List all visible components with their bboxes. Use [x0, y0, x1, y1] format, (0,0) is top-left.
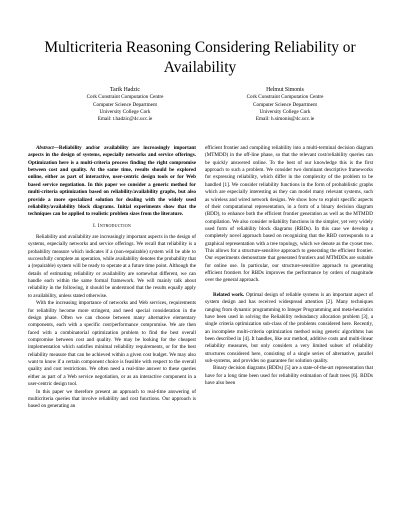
- abstract-label: Abstract: [36, 145, 54, 151]
- author-affiliation: Cork Constraint Computation Centre: [86, 94, 164, 101]
- section-heading-introduction: I. Introduction: [93, 222, 131, 229]
- author-university: University College Cork: [259, 108, 311, 115]
- author-name: Tarik Hadzic: [109, 87, 140, 93]
- author-department: Computer Science Department: [253, 101, 317, 108]
- title-line-2: Availability: [163, 59, 237, 76]
- title-line-1: Multicriteria Reasoning Considering Reliability or: [44, 39, 356, 56]
- left-column: [28, 145, 196, 411]
- related-work-label: Related work.: [213, 291, 245, 298]
- intro-paragraph-1: Reliability and availability are increasingly important aspects in the design of systems, especially networks and service offerings. We recall that reliability is a probability measure which indicates if a (non-repairable) system will be able to successfully complete an operation, while availability denotes the probability that a (repairable) system will be ready to operate at a future time point. Although the details of estimating reliability or availability are somewhat different, we can handle each within the same formal framework. We will mainly talk about reliability in the following, it should be understood that the results equally apply to availability, unless stated otherwise.: [28, 233, 196, 299]
- author-block-2: [200, 87, 370, 123]
- paper-title: [20, 38, 380, 78]
- author-email: Email: t.hadzic@4c.ucc.ie: [97, 116, 153, 123]
- right-column: [205, 145, 373, 388]
- right-paragraph-3: Binary decision diagrams (BDDs) [5] are a state-of-the-art representation that have for a long time been used for reliability estimation of fault trees [6]. BDDs have also been: [205, 365, 373, 387]
- author-block-1: [40, 87, 210, 123]
- right-paragraph-1: efficient frontier and compiling reliability into a multi-terminal decision diagram (MTMDD) in the off-line phase, so that the relevant cost/reliability queries can be quickly answered online. To the best of our knowledge this is the first approach to such a problem. We consider two dominant descriptive frameworks for expressing reliability, which differ in the complexity of the problem to be handled [1]. We consider reliability functions in the form of probabilistic graphs which are especially interesting as they can model many relevant systems, such as wireless and wired network designs. We show how to exploit specific aspects of their computational representation, in a form of a binary decision diagram (BDD), to enhance both the efficient frontier generation as well as the MTMDD compilation. We also consider reliability functions in the simpler, yet very widely used form of reliability block diagrams (RBDs). In this case we develop a completely novel approach based on recognizing that the RBD corresponds to a graphical representation with a tree topology, which we denote as the cyoset tree. This allows for a structure-sensitive approach to generating the efficient frontier. Our experiments demonstrate that generated frontiers and MTMDDs are suitable for online use. In particular, our structure-sensitive approach to generating efficient frontiers for RBDs improves the performance by orders of magnitude over the general approach.: [205, 145, 373, 284]
- intro-paragraph-3: In this paper we therefore present an approach to real-time answering of multicriteria queries that involve reliability and cost functions. Our approach is based on generating an: [28, 388, 196, 410]
- abstract-text: —Reliability and/or availability are increasingly important aspects in the design of systems, especially networks and service offerings. Optimization here is a multi-criteria process finding the right compromise between cost and quality. At the same time, results should be explored online, either as part of interactive, user-centric design tools or for Web based service negotiation. In this paper we consider a generic method for multi-criteria optimization based on reliability/availability graphs, but also provide a more specialized solution for dealing with the widely used reliability/availability block diagrams. Initial experiments show that the techniques can be applied to realistic problem sizes from the literature.: [28, 145, 196, 218]
- related-work-text: Optimal design of reliable systems is an important aspect of system design and has received widespread attention [2]. Many techniques ranging from dynamic programming to Integer Programming and meta-heuristics have been used in solving the Reliability redundancy allocation problem [3], a single criteria optimization sub-class of the problems considered here. Recently, an incomplete multi-criteria optimization method using genetic algorithms has been described in [4]. It handles, like our method, additive costs and multi-linear reliability measures, but only considers a very limited subset of reliability structures considered here, consisting of a single series of alternative, parallel sub-systems, and provides no guarantee for solution quality.: [205, 291, 373, 365]
- related-work-paragraph: [205, 292, 373, 366]
- author-email: Email: h.simonis@4c.ucc.ie: [255, 116, 315, 123]
- author-name: Helmut Simonis: [266, 87, 304, 93]
- author-university: University College Cork: [99, 108, 151, 115]
- abstract: [28, 145, 196, 219]
- intro-paragraph-2: With the increasing importance of networks and Web services, requirements for reliability become more stringent, and need special consideration in the design phase. Often we can choose between many alternative elementary components, each with a specific cost/performance compromise. We are then faced with a combinatorial optimization problem to find the best overall compromise between cost and quality. We may be looking for the cheapest implementation which satisfies minimal reliability requirements, or for the best reliability measure that can be achieved within a given cost budget. We may also want to know if a certain component choice is feasible with respect to the overall quality and cost restrictions. We often need a real-time answer to these queries either as part of a Web service negotiation, or as an interactive component in a user-centric design tool.: [28, 300, 196, 388]
- author-affiliation: Cork Constraint Computation Centre: [246, 94, 324, 101]
- paragraph-gap: [205, 285, 373, 292]
- author-department: Computer Science Department: [93, 101, 157, 108]
